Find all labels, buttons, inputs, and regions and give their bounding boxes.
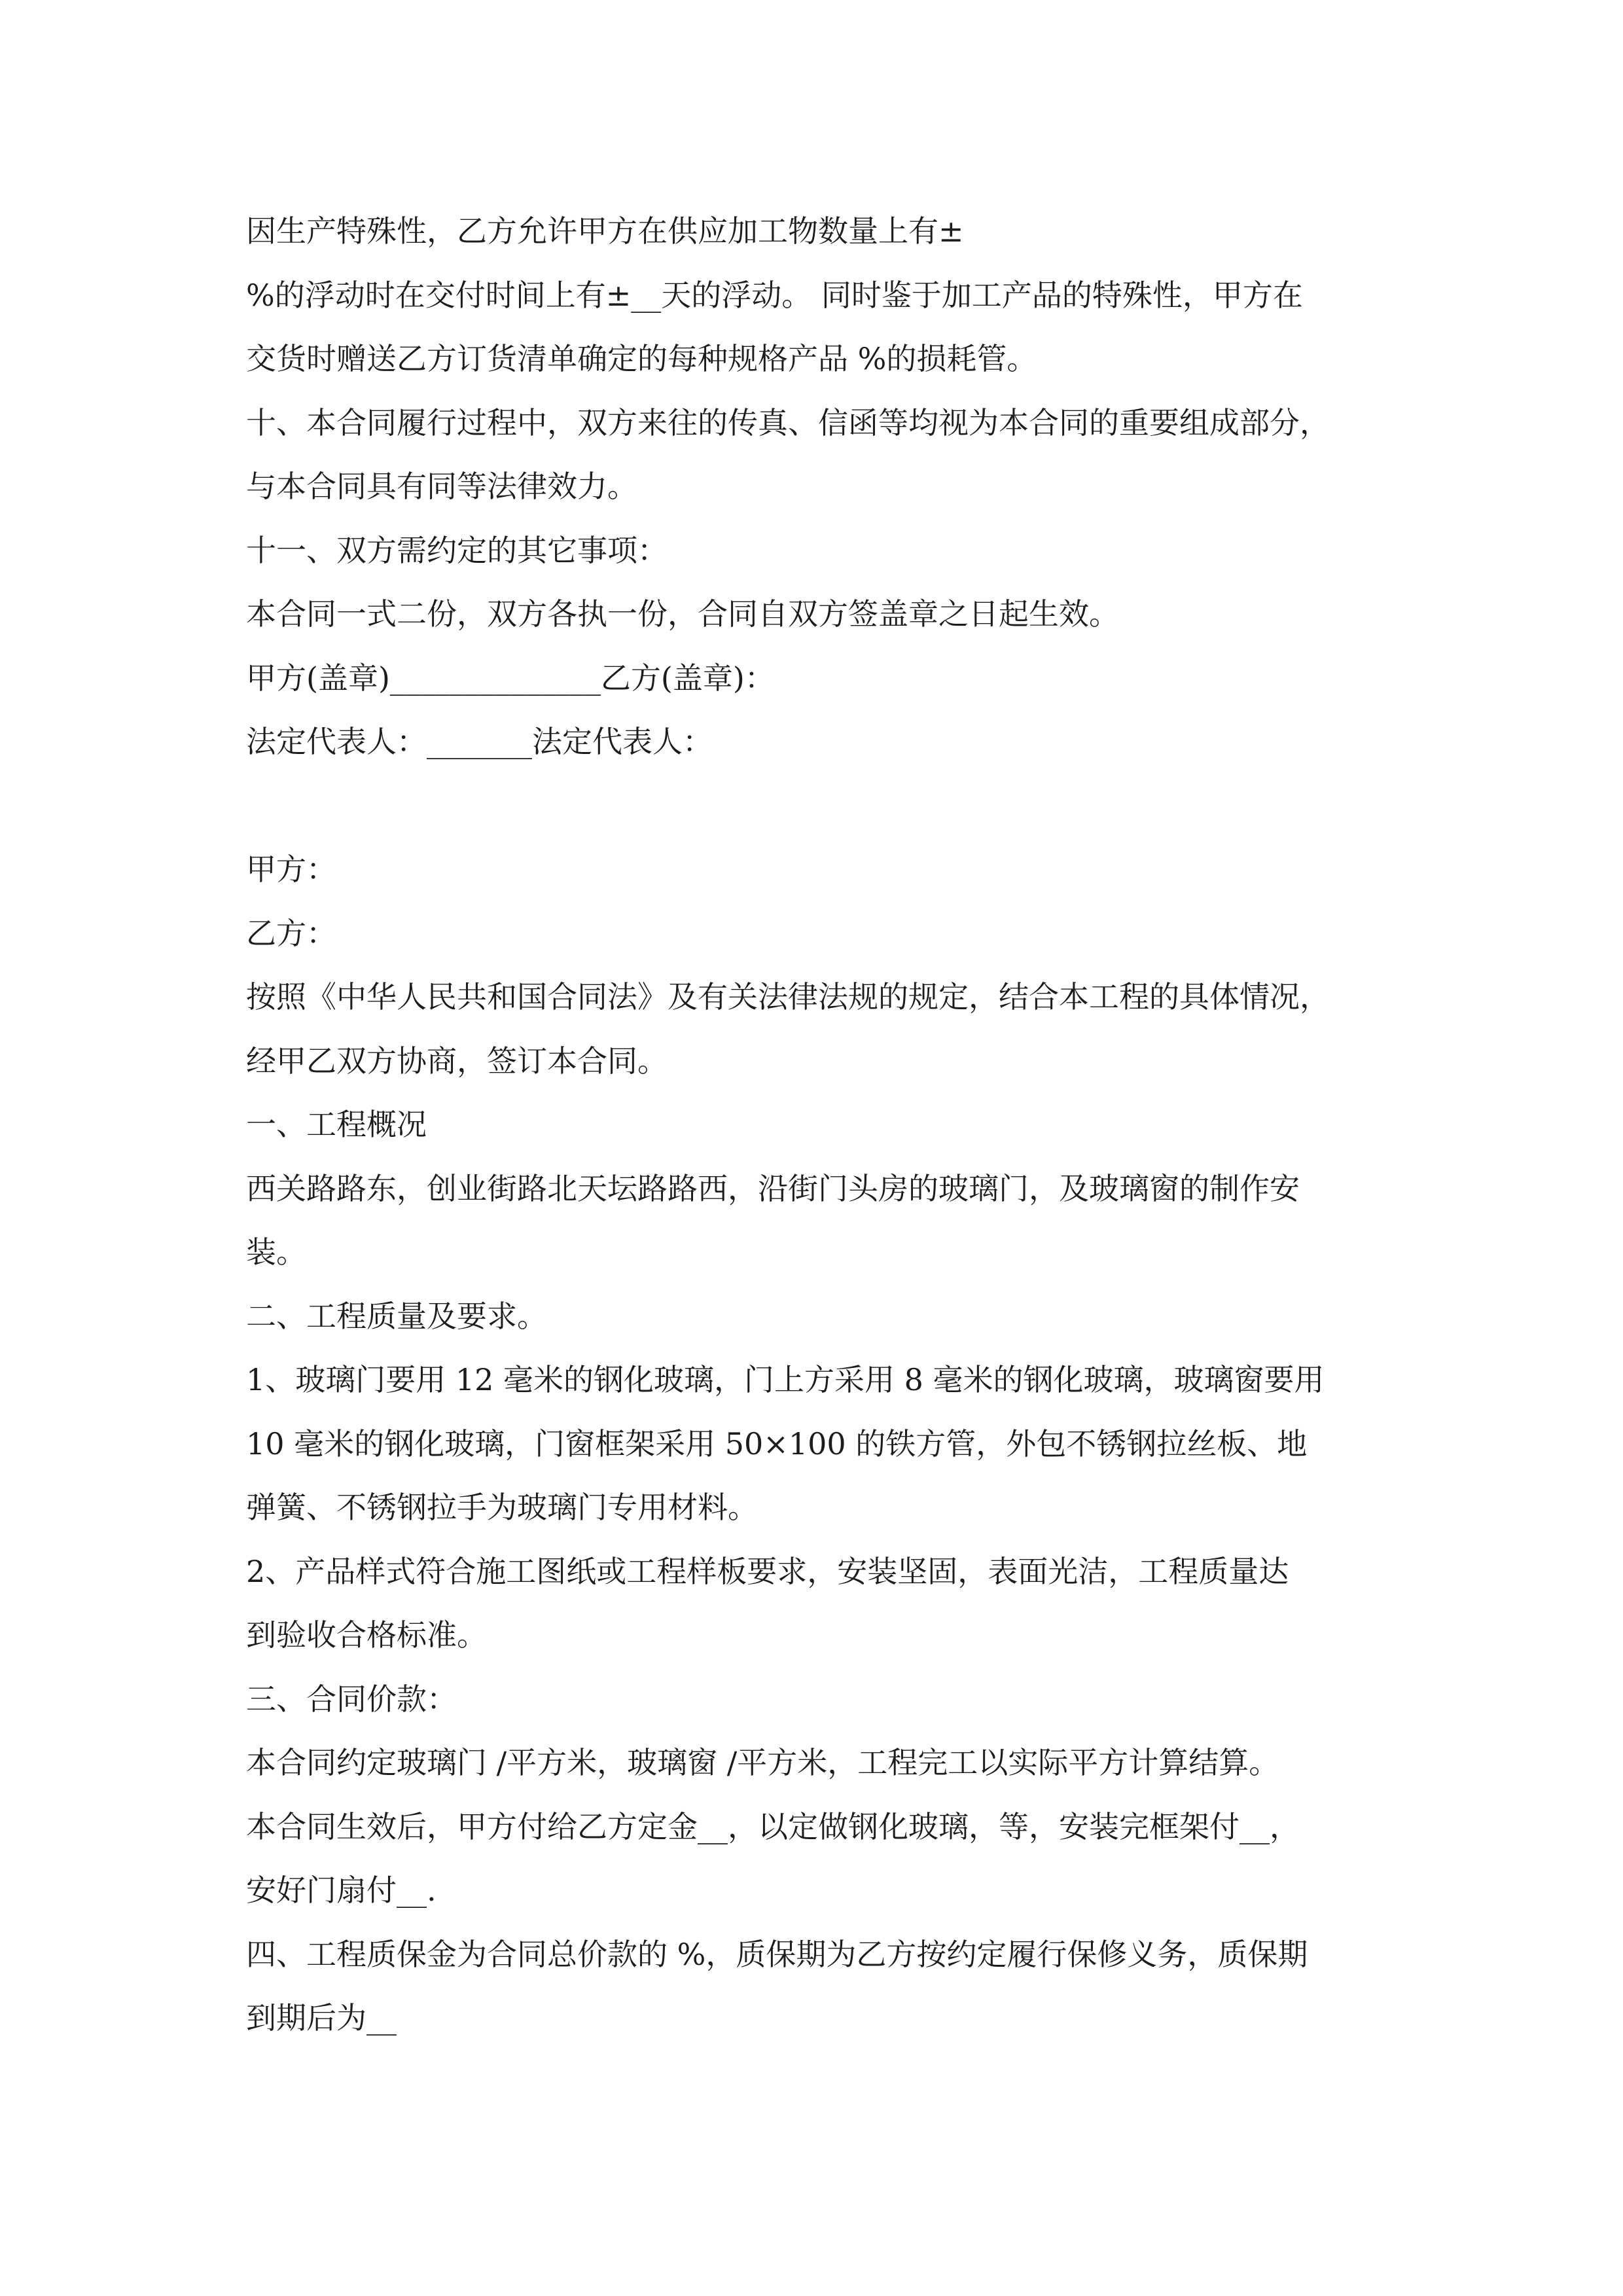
section-heading: 二、工程质量及要求。 bbox=[246, 1298, 547, 1334]
text-line: 弹簧、不锈钢拉手为玻璃门专用材料。 bbox=[246, 1490, 758, 1525]
text-line: 到验收合格标准。 bbox=[246, 1617, 487, 1653]
preamble-line: 按照《中华人民共和国合同法》及有关法律法规的规定，结合本工程的具体情况， bbox=[246, 979, 1330, 1014]
text-line: %的浮动时在交付时间上有±__天的浮动。 同时鉴于加工产品的特殊性，甲方在 bbox=[246, 277, 1303, 313]
document-body bbox=[246, 200, 1385, 2051]
signature-party-line: 甲方(盖章)______________乙方(盖章)： bbox=[246, 660, 775, 696]
text-line: 10 毫米的钢化玻璃，门窗框架采用 50×100 的铁方管，外包不锈钢拉丝板、地 bbox=[246, 1426, 1308, 1462]
text-line: 西关路路东，创业街路北天坛路路西，沿街门头房的玻璃门，及玻璃窗的制作安 bbox=[246, 1170, 1300, 1206]
clause-ten: 十、本合同履行过程中，双方来往的传真、信函等均视为本合同的重要组成部分， bbox=[246, 404, 1330, 440]
text-line: 与本合同具有同等法律效力。 bbox=[246, 469, 637, 504]
text-line: 1、玻璃门要用 12 毫米的钢化玻璃，门上方采用 8 毫米的钢化玻璃，玻璃窗要用 bbox=[246, 1362, 1325, 1397]
text-line: 本合同生效后，甲方付给乙方定金__，以定做钢化玻璃，等，安装完框架付__， bbox=[246, 1808, 1300, 1844]
text-line: 因生产特殊性，乙方允许甲方在供应加工物数量上有± bbox=[246, 213, 964, 249]
text-line: 装。 bbox=[246, 1234, 306, 1270]
text-line: 2、产品样式符合施工图纸或工程样板要求，安装坚固，表面光洁，工程质量达 bbox=[246, 1553, 1289, 1589]
party-b-line: 乙方： bbox=[246, 915, 336, 951]
party-a-line: 甲方： bbox=[246, 852, 336, 887]
text-line: 本合同一式二份，双方各执一份，合同自双方签盖章之日起生效。 bbox=[246, 596, 1119, 632]
section-heading: 三、合同价款： bbox=[246, 1681, 457, 1717]
clause-eleven: 十一、双方需约定的其它事项： bbox=[246, 532, 668, 568]
section-heading: 一、工程概况 bbox=[246, 1107, 427, 1142]
text-line: 交货时赠送乙方订货清单确定的每种规格产品 %的损耗管。 bbox=[246, 341, 1037, 376]
section-heading: 四、工程质保金为合同总价款的 %，质保期为乙方按约定履行保修义务，质保期 bbox=[246, 1936, 1308, 1972]
text-line: 本合同约定玻璃门 /平方米，玻璃窗 /平方米，工程完工以实际平方计算结算。 bbox=[246, 1745, 1279, 1780]
preamble-line: 经甲乙双方协商，签订本合同。 bbox=[246, 1043, 668, 1079]
blank-gap bbox=[246, 774, 1385, 838]
signature-representative-line: 法定代表人：_______法定代表人： bbox=[246, 724, 713, 759]
text-line: 安好门扇付__. bbox=[246, 1873, 437, 1908]
text-line: 到期后为__ bbox=[246, 2000, 397, 2036]
